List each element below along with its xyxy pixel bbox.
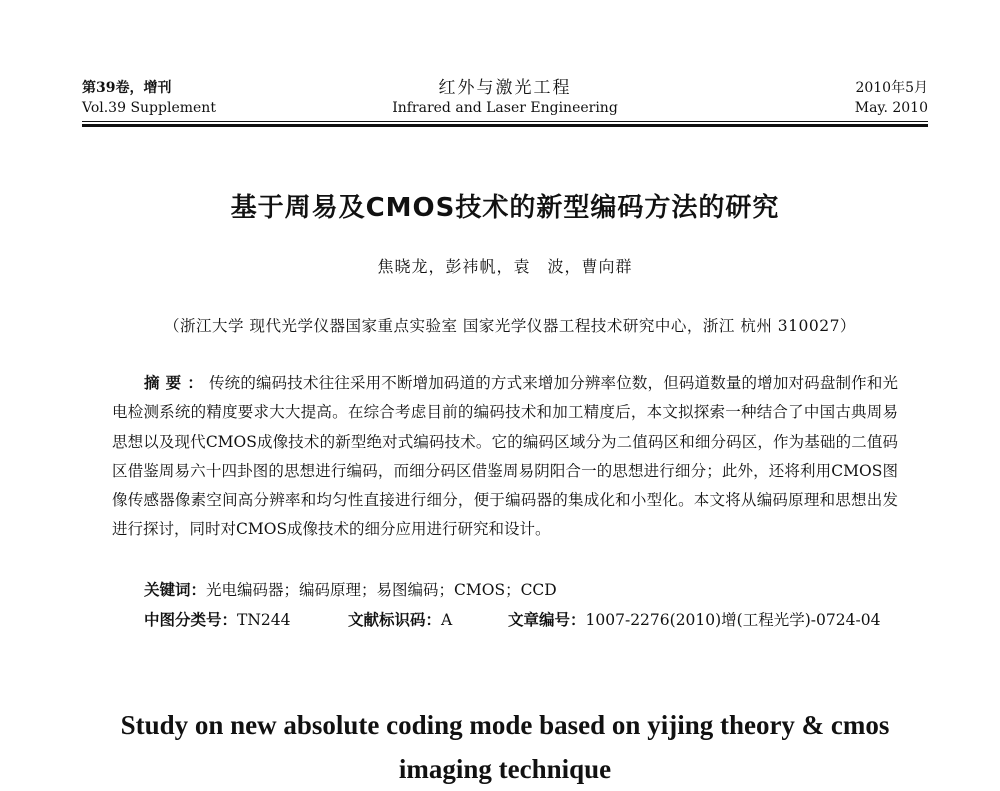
header-rule-thin — [82, 121, 928, 122]
doc-value: A — [441, 611, 453, 629]
header-date-en: May. 2010 — [854, 100, 928, 116]
running-header — [82, 78, 928, 122]
header-journal — [82, 78, 928, 118]
abstract — [112, 369, 898, 545]
article-value: 1007-2276(2010)增(工程光学)-0724-04 — [585, 611, 881, 629]
abstract-text: 传统的编码技术往往采用不断增加码道的方式来增加分辨率位数，但码道数量的增加对码盘制作和光电检测系统的精度要求大大提高。在综合考虑目前的编码技术和加工精度后，本文拟探索一种结合了中国古典周易思想以及现代CMOS成像技术的新型绝对式编码技术。它的编码区域分为二值码区和细分码区，作为基础的二值码区借鉴周易六十四卦图的思想进行编码，而细分码区借鉴周易阴阳合一的思想进行细分；此外，还将利用CMOS图像传感器像素空间高分辨率和均匀性直接进行细分，便于编码器的集成化和小型化。本文将从编码原理和思想出发进行探讨，同时对CMOS成像技术的细分应用进行研究和设计。 — [112, 374, 898, 539]
keywords — [144, 578, 904, 602]
header-volume-en: Vol.39 Supplement — [82, 100, 216, 116]
header-journal-en: Infrared and Laser Engineering — [392, 100, 618, 116]
abstract-label: 摘要： — [144, 374, 209, 392]
paper-title-cn: 基于周易及CMOS技术的新型编码方法的研究 — [230, 193, 780, 223]
classification-line — [144, 608, 904, 632]
keywords-text: 光电编码器；编码原理；易图编码；CMOS；CCD — [206, 581, 557, 599]
header-journal-cn: 红外与激光工程 — [438, 78, 572, 98]
author-list: 焦晓龙，彭祎帆，袁 波，曹向群 — [377, 257, 633, 276]
header-volume-cn: 第39卷，增刊 — [82, 80, 172, 96]
clc-label: 中图分类号： — [144, 611, 238, 629]
header-rule-thick — [82, 124, 928, 127]
header-date-cn: 2010年5月 — [855, 80, 928, 96]
header-date — [855, 78, 928, 118]
doc-label: 文献标识码： — [348, 611, 442, 629]
clc-number — [144, 608, 348, 632]
paper-title-en: Study on new absolute coding mode based on yijing theory & cmos imaging technique — [120, 710, 890, 784]
clc-value: TN244 — [237, 611, 291, 629]
article-label: 文章编号： — [508, 611, 586, 629]
keywords-label: 关键词： — [144, 581, 207, 599]
doc-code — [348, 608, 508, 632]
article-number — [508, 608, 880, 632]
affiliation: （浙江大学 现代光学仪器国家重点实验室 国家光学仪器工程技术研究中心，浙江 杭州 310027） — [164, 317, 856, 335]
